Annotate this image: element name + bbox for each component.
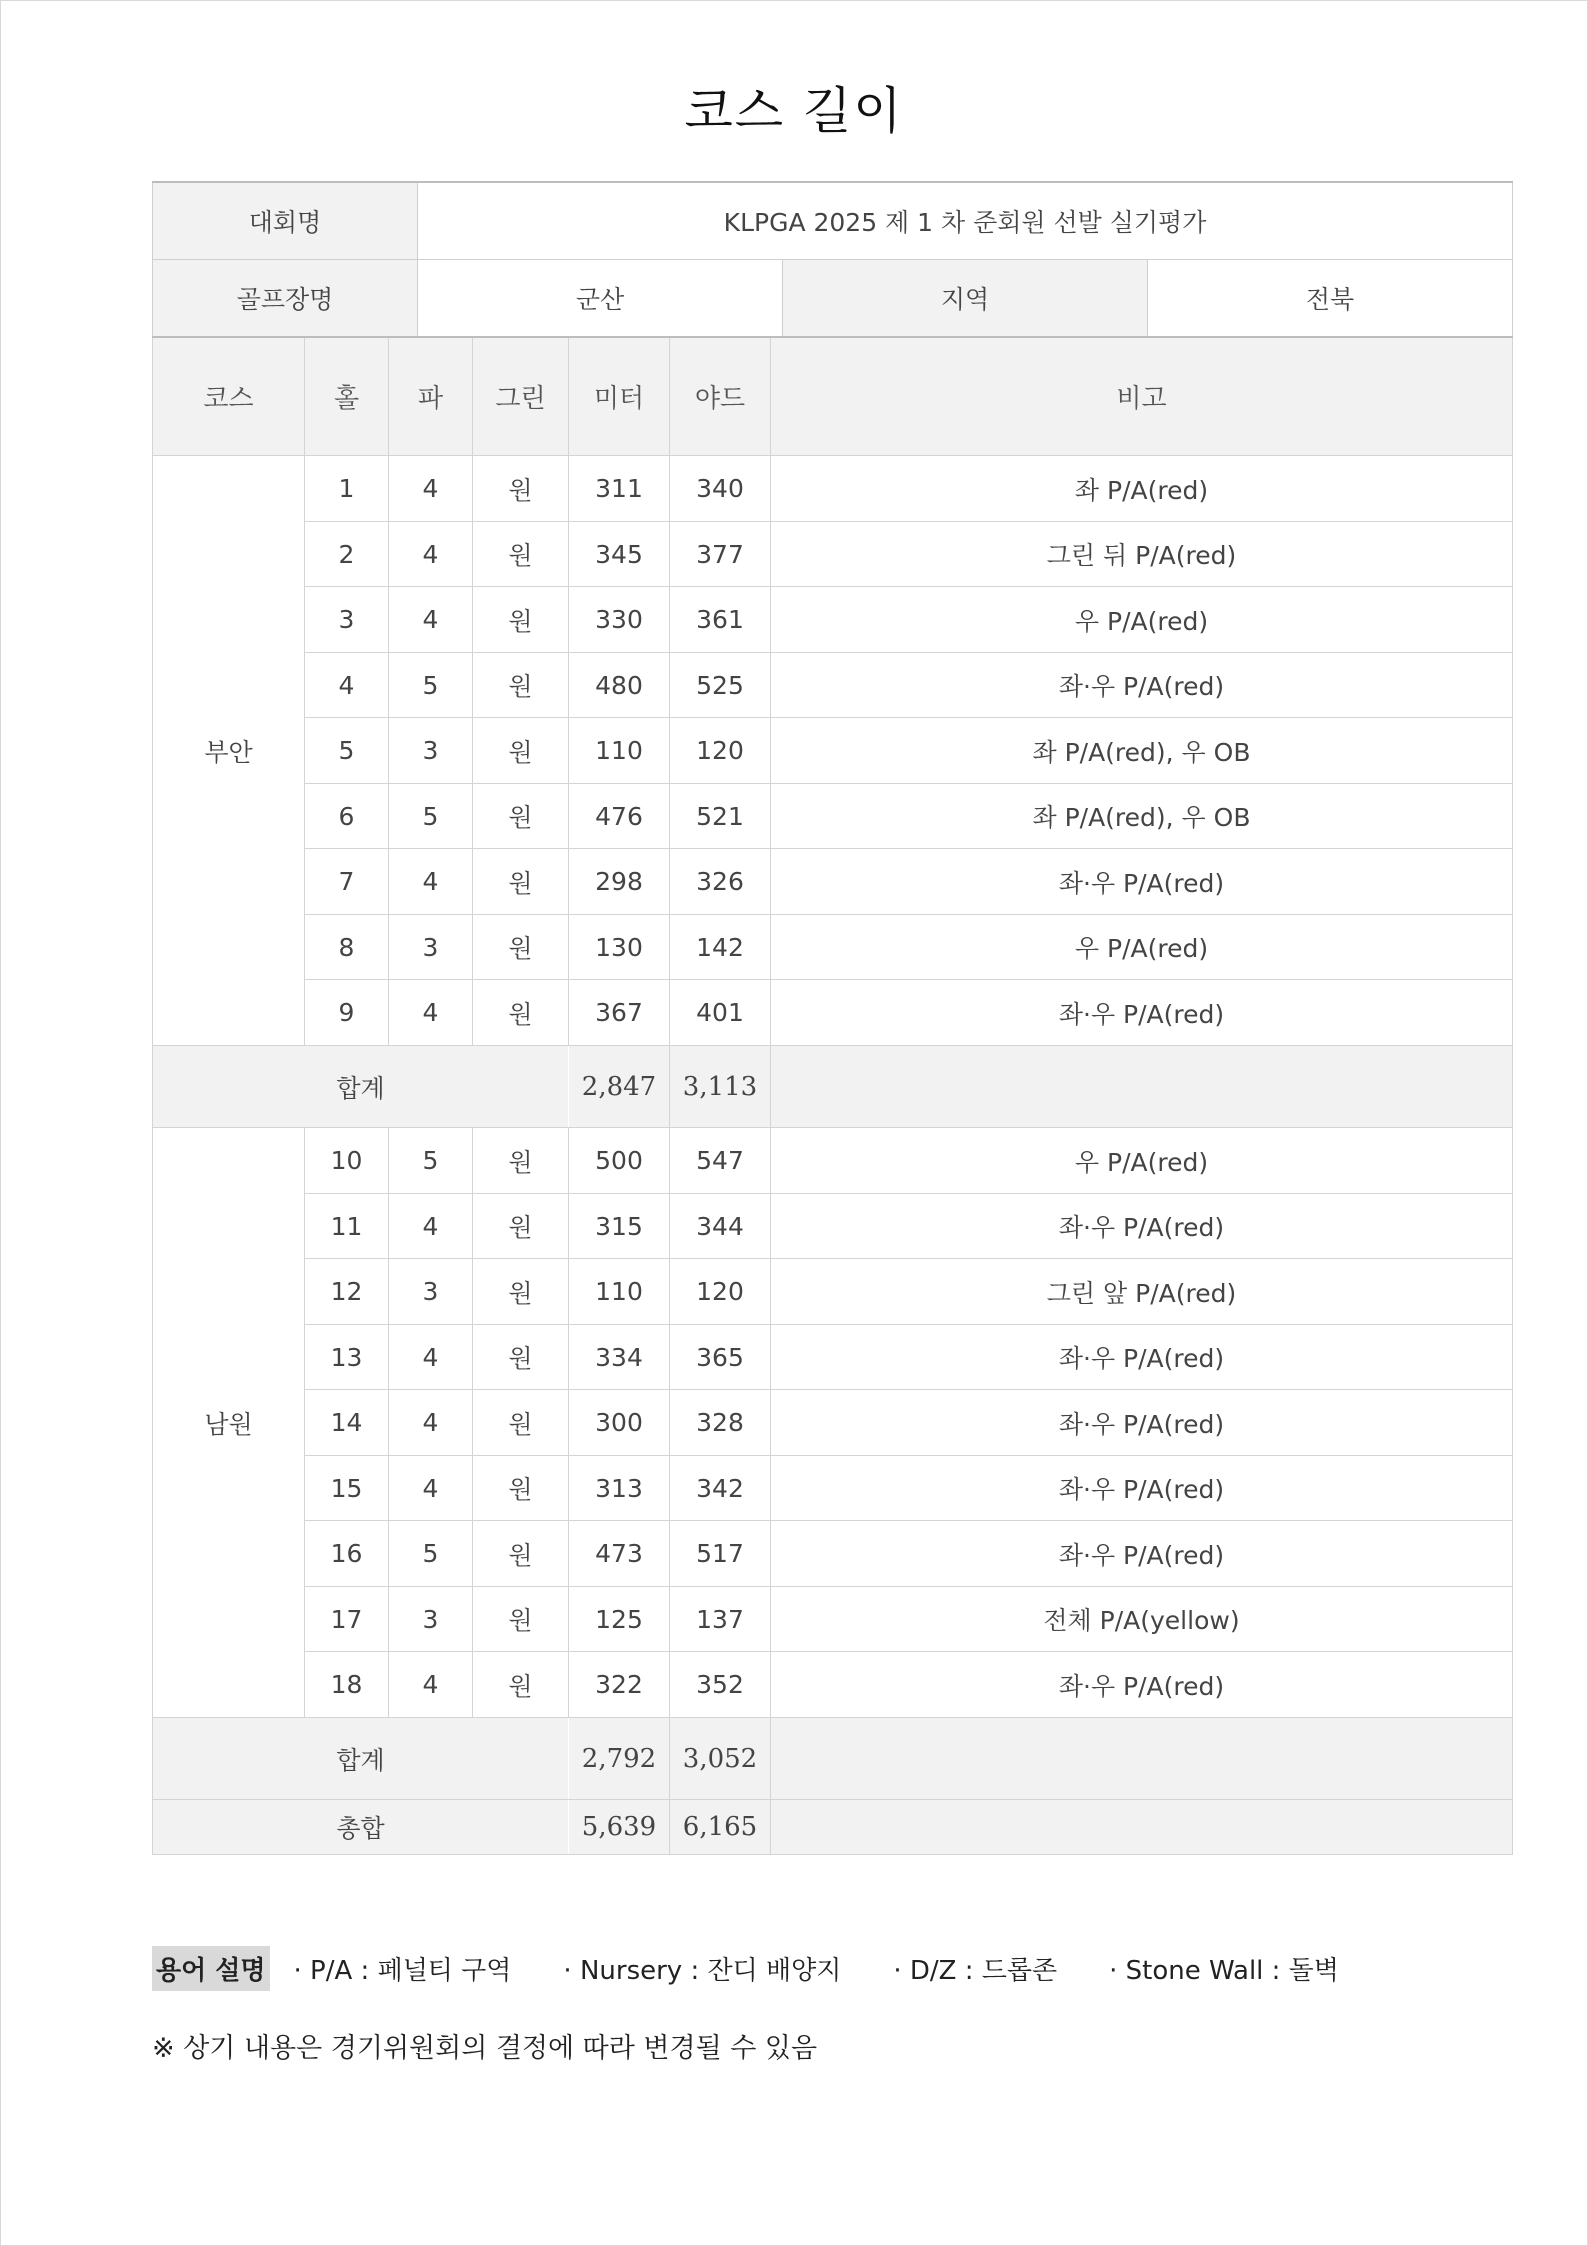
hole-cell: 17	[305, 1587, 389, 1652]
meter-cell: 110	[569, 718, 670, 784]
par-cell: 4	[389, 522, 473, 587]
green-cell: 원	[473, 1587, 569, 1652]
green-cell: 원	[473, 1259, 569, 1325]
green-cell: 원	[473, 587, 569, 653]
green-cell: 원	[473, 1194, 569, 1259]
golf-course-value: 군산	[418, 260, 783, 337]
hole-cell: 14	[305, 1390, 389, 1456]
hole-cell: 13	[305, 1325, 389, 1390]
meter-cell: 125	[569, 1587, 670, 1652]
subtotal-row	[153, 1718, 1513, 1800]
note-cell: 좌·우 P/A(red)	[771, 653, 1513, 718]
note-cell: 좌·우 P/A(red)	[771, 1652, 1513, 1718]
hole-cell: 3	[305, 587, 389, 653]
table-row	[153, 456, 1513, 522]
hole-cell: 11	[305, 1194, 389, 1259]
meter-cell: 500	[569, 1128, 670, 1194]
par-cell: 3	[389, 1587, 473, 1652]
par-cell: 5	[389, 1521, 473, 1587]
note-cell: 좌·우 P/A(red)	[771, 1194, 1513, 1259]
green-cell: 원	[473, 915, 569, 980]
hole-cell: 6	[305, 784, 389, 849]
subtotal-label: 합계	[153, 1718, 569, 1800]
meter-cell: 315	[569, 1194, 670, 1259]
header-hole: 홀	[305, 337, 389, 456]
meter-cell: 311	[569, 456, 670, 522]
note-cell: 좌·우 P/A(red)	[771, 980, 1513, 1046]
subtotal-note-cell	[771, 1046, 1513, 1128]
yard-cell: 137	[670, 1587, 771, 1652]
course-length-table	[152, 336, 1513, 1855]
footnote: ※ 상기 내용은 경기위원회의 결정에 따라 변경될 수 있음	[152, 2033, 818, 2064]
meter-cell: 322	[569, 1652, 670, 1718]
meter-cell: 334	[569, 1325, 670, 1390]
par-cell: 5	[389, 1128, 473, 1194]
yard-cell: 340	[670, 456, 771, 522]
meter-cell: 330	[569, 587, 670, 653]
yard-cell: 344	[670, 1194, 771, 1259]
yard-cell: 120	[670, 1259, 771, 1325]
green-cell: 원	[473, 980, 569, 1046]
meter-cell: 476	[569, 784, 670, 849]
par-cell: 4	[389, 587, 473, 653]
event-label: 대회명	[153, 182, 418, 260]
green-cell: 원	[473, 1128, 569, 1194]
yard-cell: 120	[670, 718, 771, 784]
note-cell: 좌·우 P/A(red)	[771, 1390, 1513, 1456]
meter-cell: 480	[569, 653, 670, 718]
table-row	[153, 1587, 1513, 1652]
hole-cell: 1	[305, 456, 389, 522]
region-label: 지역	[783, 260, 1148, 337]
glossary-heading: 용어 설명	[152, 1946, 270, 1991]
glossary-item: · D/Z : 드롭존	[893, 1956, 1058, 1986]
hole-cell: 18	[305, 1652, 389, 1718]
hole-cell: 16	[305, 1521, 389, 1587]
table-row	[153, 1456, 1513, 1521]
meter-cell: 110	[569, 1259, 670, 1325]
header-par: 파	[389, 337, 473, 456]
par-cell: 3	[389, 718, 473, 784]
glossary	[152, 1946, 1391, 1991]
course-name-cell: 남원	[153, 1128, 305, 1718]
note-cell: 좌·우 P/A(red)	[771, 849, 1513, 915]
total-yard: 6,165	[670, 1800, 771, 1855]
glossary-item: · P/A : 페널티 구역	[293, 1956, 512, 1986]
header-yard: 야드	[670, 337, 771, 456]
note-cell: 좌 P/A(red)	[771, 456, 1513, 522]
yard-cell: 328	[670, 1390, 771, 1456]
table-row	[153, 718, 1513, 784]
subtotal-note-cell	[771, 1718, 1513, 1800]
par-cell: 4	[389, 1325, 473, 1390]
table-row	[153, 1390, 1513, 1456]
yard-cell: 326	[670, 849, 771, 915]
par-cell: 4	[389, 980, 473, 1046]
note-cell: 우 P/A(red)	[771, 915, 1513, 980]
page-title: 코스 길이	[684, 82, 904, 140]
header-course: 코스	[153, 337, 305, 456]
meter-cell: 473	[569, 1521, 670, 1587]
subtotal-label: 합계	[153, 1046, 569, 1128]
yard-cell: 342	[670, 1456, 771, 1521]
par-cell: 4	[389, 1456, 473, 1521]
green-cell: 원	[473, 1456, 569, 1521]
note-cell: 좌·우 P/A(red)	[771, 1521, 1513, 1587]
note-cell: 좌·우 P/A(red)	[771, 1456, 1513, 1521]
green-cell: 원	[473, 718, 569, 784]
par-cell: 4	[389, 456, 473, 522]
hole-cell: 2	[305, 522, 389, 587]
subtotal-meter: 2,847	[569, 1046, 670, 1128]
par-cell: 3	[389, 1259, 473, 1325]
table-header-row	[153, 337, 1513, 456]
subtotal-yard: 3,052	[670, 1718, 771, 1800]
yard-cell: 547	[670, 1128, 771, 1194]
par-cell: 4	[389, 1194, 473, 1259]
yard-cell: 361	[670, 587, 771, 653]
green-cell: 원	[473, 1521, 569, 1587]
par-cell: 4	[389, 1652, 473, 1718]
hole-cell: 15	[305, 1456, 389, 1521]
hole-cell: 5	[305, 718, 389, 784]
note-cell: 좌·우 P/A(red)	[771, 1325, 1513, 1390]
table-row	[153, 1259, 1513, 1325]
header-green: 그린	[473, 337, 569, 456]
hole-cell: 8	[305, 915, 389, 980]
green-cell: 원	[473, 1652, 569, 1718]
hole-cell: 4	[305, 653, 389, 718]
table-row	[153, 784, 1513, 849]
par-cell: 5	[389, 653, 473, 718]
meter-cell: 298	[569, 849, 670, 915]
green-cell: 원	[473, 1325, 569, 1390]
event-row	[153, 182, 1513, 260]
note-cell: 우 P/A(red)	[771, 1128, 1513, 1194]
total-label: 총합	[153, 1800, 569, 1855]
green-cell: 원	[473, 456, 569, 522]
yard-cell: 377	[670, 522, 771, 587]
table-row	[153, 1128, 1513, 1194]
table-row	[153, 1325, 1513, 1390]
meter-cell: 130	[569, 915, 670, 980]
subtotal-meter: 2,792	[569, 1718, 670, 1800]
glossary-item: · Nursery : 잔디 배양지	[563, 1956, 842, 1986]
table-row	[153, 587, 1513, 653]
green-cell: 원	[473, 522, 569, 587]
table-row	[153, 653, 1513, 718]
note-cell: 좌 P/A(red), 우 OB	[771, 718, 1513, 784]
par-cell: 4	[389, 1390, 473, 1456]
course-name-cell: 부안	[153, 456, 305, 1046]
table-row	[153, 980, 1513, 1046]
yard-cell: 401	[670, 980, 771, 1046]
hole-cell: 12	[305, 1259, 389, 1325]
yard-cell: 365	[670, 1325, 771, 1390]
green-cell: 원	[473, 849, 569, 915]
total-note-cell	[771, 1800, 1513, 1855]
golf-course-label: 골프장명	[153, 260, 418, 337]
region-value: 전북	[1148, 260, 1513, 337]
hole-cell: 10	[305, 1128, 389, 1194]
event-info-table	[152, 181, 1513, 337]
table-row	[153, 522, 1513, 587]
par-cell: 5	[389, 784, 473, 849]
golf-course-row	[153, 260, 1513, 337]
note-cell: 좌 P/A(red), 우 OB	[771, 784, 1513, 849]
header-note: 비고	[771, 337, 1513, 456]
hole-cell: 9	[305, 980, 389, 1046]
meter-cell: 300	[569, 1390, 670, 1456]
meter-cell: 345	[569, 522, 670, 587]
table-row	[153, 849, 1513, 915]
header-meter: 미터	[569, 337, 670, 456]
yard-cell: 142	[670, 915, 771, 980]
green-cell: 원	[473, 784, 569, 849]
yard-cell: 517	[670, 1521, 771, 1587]
grand-total-row	[153, 1800, 1513, 1855]
table-row	[153, 1521, 1513, 1587]
total-meter: 5,639	[569, 1800, 670, 1855]
note-cell: 우 P/A(red)	[771, 587, 1513, 653]
note-cell: 전체 P/A(yellow)	[771, 1587, 1513, 1652]
par-cell: 3	[389, 915, 473, 980]
yard-cell: 525	[670, 653, 771, 718]
green-cell: 원	[473, 1390, 569, 1456]
meter-cell: 313	[569, 1456, 670, 1521]
note-cell: 그린 앞 P/A(red)	[771, 1259, 1513, 1325]
note-cell: 그린 뒤 P/A(red)	[771, 522, 1513, 587]
meter-cell: 367	[569, 980, 670, 1046]
subtotal-yard: 3,113	[670, 1046, 771, 1128]
yard-cell: 521	[670, 784, 771, 849]
hole-cell: 7	[305, 849, 389, 915]
table-row	[153, 1652, 1513, 1718]
glossary-item: · Stone Wall : 돌벽	[1109, 1956, 1339, 1986]
table-row	[153, 915, 1513, 980]
par-cell: 4	[389, 849, 473, 915]
subtotal-row	[153, 1046, 1513, 1128]
yard-cell: 352	[670, 1652, 771, 1718]
event-value: KLPGA 2025 제 1 차 준회원 선발 실기평가	[418, 182, 1513, 260]
green-cell: 원	[473, 653, 569, 718]
table-row	[153, 1194, 1513, 1259]
